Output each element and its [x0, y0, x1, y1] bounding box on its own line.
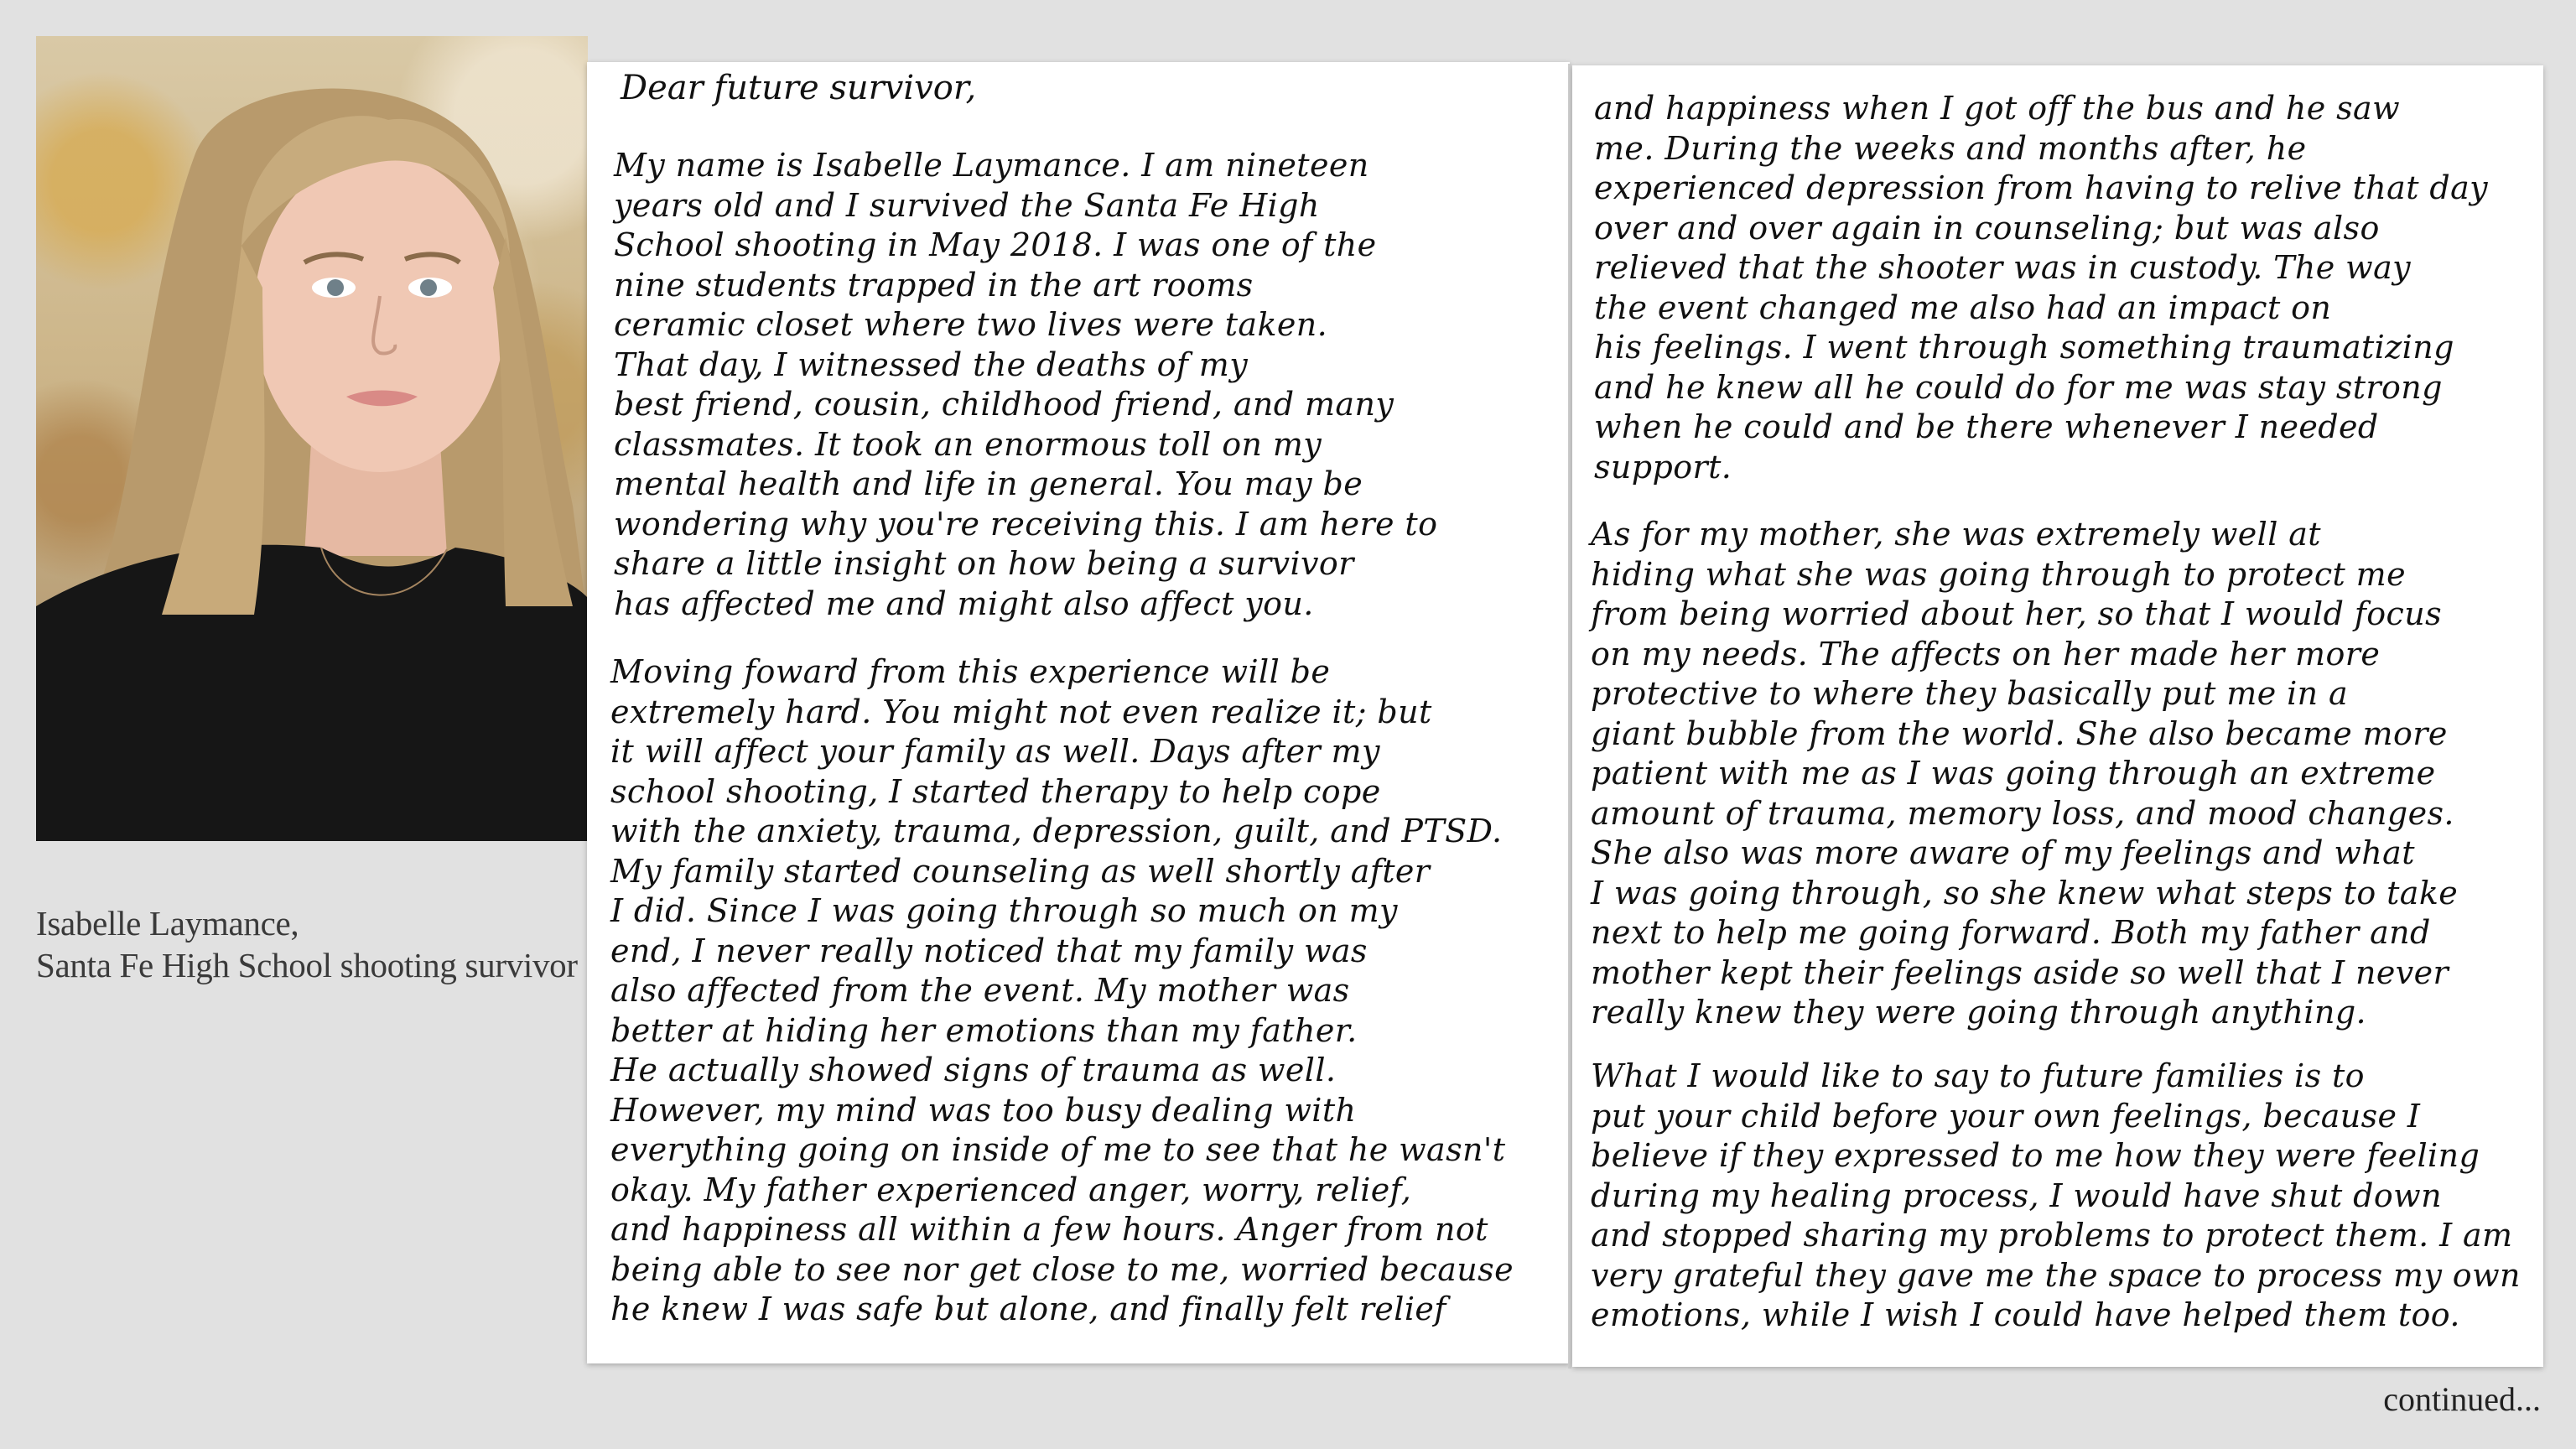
letter-line: believe if they expressed to me how they were feeling — [1591, 1137, 2480, 1174]
letter-line: classmates. It took an enormous toll on my — [614, 425, 1322, 463]
letter-line: That day, I witnessed the deaths of my — [614, 345, 1249, 383]
letter-line: really knew they were going through anything. — [1591, 994, 2367, 1031]
portrait-figure — [36, 36, 588, 841]
letter-line: very grateful they gave me the space to process my own — [1591, 1256, 2521, 1294]
letter-line: mother kept their feelings aside so well that I never — [1591, 953, 2449, 991]
letter-line: relieved that the shooter was in custody. The way — [1594, 249, 2412, 286]
letter-line: amount of trauma, memory loss, and mood changes. — [1591, 794, 2454, 832]
letter-line: wondering why you're receiving this. I am here to — [614, 505, 1438, 543]
letter-line: put your child before your own feelings, because I — [1591, 1097, 2421, 1135]
letter-line: he knew I was safe but alone, and finally felt relief — [610, 1291, 1446, 1327]
letter-line: giant bubble from the world. She also became more — [1591, 714, 2448, 752]
letter-line: and happiness when I got off the bus and he saw — [1594, 90, 2401, 127]
letter-line: me. During the weeks and months after, he — [1594, 129, 2307, 167]
letter-line: ceramic closet where two lives were taken. — [614, 306, 1328, 343]
letter-line: My name is Isabelle Laymance. I am nineteen — [614, 147, 1369, 184]
letter-line: best friend, cousin, childhood friend, and many — [614, 386, 1394, 423]
letter-line: patient with me as I was going through an extreme — [1591, 755, 2436, 792]
letter-line: extremely hard. You might not even realize it; but — [610, 693, 1432, 730]
letter-line: and happiness all within a few hours. Anger from not — [610, 1211, 1488, 1248]
letter-line: and he knew all he could do for me was stay strong — [1594, 368, 2443, 406]
letter-line: She also was more aware of my feelings and what — [1591, 834, 2415, 871]
letter-line: experienced depression from having to relive that day — [1594, 169, 2489, 206]
letter-line: support. — [1594, 448, 1732, 486]
letter-line: next to help me going forward. Both my father and — [1591, 914, 2431, 951]
letter-line: okay. My father experienced anger, worry, relief, — [610, 1171, 1412, 1208]
letter-line: emotions, while I wish I could have helped them too. — [1591, 1296, 2460, 1333]
page-fold-divider — [1568, 64, 1571, 1368]
letter-line: hiding what she was going through to protect me — [1591, 555, 2406, 593]
letter-line: What I would like to say to future families is to — [1591, 1057, 2365, 1094]
letter-paragraph-1 — [614, 146, 1437, 624]
letter-line: School shooting in May 2018. I was one of the — [614, 226, 1377, 263]
letter-line: He actually showed signs of trauma as well. — [610, 1052, 1337, 1088]
letter-line: end, I never really noticed that my family was — [610, 932, 1368, 969]
letter-paragraph-2 — [610, 652, 1514, 1330]
continued-label: continued... — [2383, 1380, 2541, 1418]
letter-salutation: Dear future survivor, — [621, 69, 977, 107]
caption-description: Santa Fe High School shooting survivor — [36, 946, 578, 984]
letter-paragraph-4 — [1591, 515, 2458, 1033]
letter-page-right — [1572, 65, 2543, 1367]
letter-line: Moving foward from this experience will be — [610, 653, 1331, 690]
letter-line: has affected me and might also affect you. — [614, 584, 1314, 622]
letter-line: As for my mother, she was extremely well at — [1591, 516, 2321, 553]
letter-line: it will affect your family as well. Days after my — [610, 733, 1380, 770]
letter-line: I did. Since I was going through so much on my — [610, 892, 1398, 929]
letter-line: school shooting, I started therapy to help cope — [610, 772, 1381, 810]
letter-line: on my needs. The affects on her made her more — [1591, 635, 2381, 673]
letter-line: nine students trapped in the art rooms — [614, 266, 1254, 304]
letter-line: also affected from the event. My mother was — [610, 972, 1350, 1009]
letter-line: My family started counseling as well shortly after — [610, 852, 1431, 890]
letter-paragraph-5 — [1591, 1057, 2521, 1336]
letter-line: However, my mind was too busy dealing with — [610, 1091, 1357, 1129]
letter-line: when he could and be there whenever I needed — [1594, 408, 2379, 445]
letter-line: better at hiding her emotions than my father. — [610, 1011, 1358, 1049]
letter-line: mental health and life in general. You may be — [614, 465, 1363, 502]
letter-line: from being worried about her, so that I would focus — [1591, 595, 2442, 632]
letter-line: during my healing process, I would have shut down — [1591, 1176, 2442, 1214]
letter-line: being able to see nor get close to me, worried because — [610, 1250, 1514, 1288]
letter-line: I was going through, so she knew what steps to take — [1591, 874, 2459, 911]
letter-line: everything going on inside of me to see that he wasn't — [610, 1131, 1506, 1168]
letter-line: the event changed me also had an impact on — [1594, 288, 2332, 326]
letter-page-left — [587, 62, 1570, 1363]
portrait-photo — [36, 36, 588, 841]
caption-name: Isabelle Laymance, — [36, 904, 299, 943]
letter-paragraph-3 — [1594, 89, 2488, 487]
letter-line: with the anxiety, trauma, depression, guilt, and PTSD. — [610, 813, 1503, 849]
letter-line: years old and I survived the Santa Fe High — [614, 186, 1320, 224]
letter-line: and stopped sharing my problems to protect them. I am — [1591, 1217, 2513, 1254]
letter-line: protective to where they basically put me in a — [1591, 675, 2349, 712]
letter-line: his feelings. I went through something traumatizing — [1594, 329, 2454, 366]
letter-line: share a little insight on how being a survivor — [614, 545, 1354, 582]
letter-line: over and over again in counseling; but was also — [1594, 209, 2380, 247]
photo-caption — [36, 902, 606, 986]
